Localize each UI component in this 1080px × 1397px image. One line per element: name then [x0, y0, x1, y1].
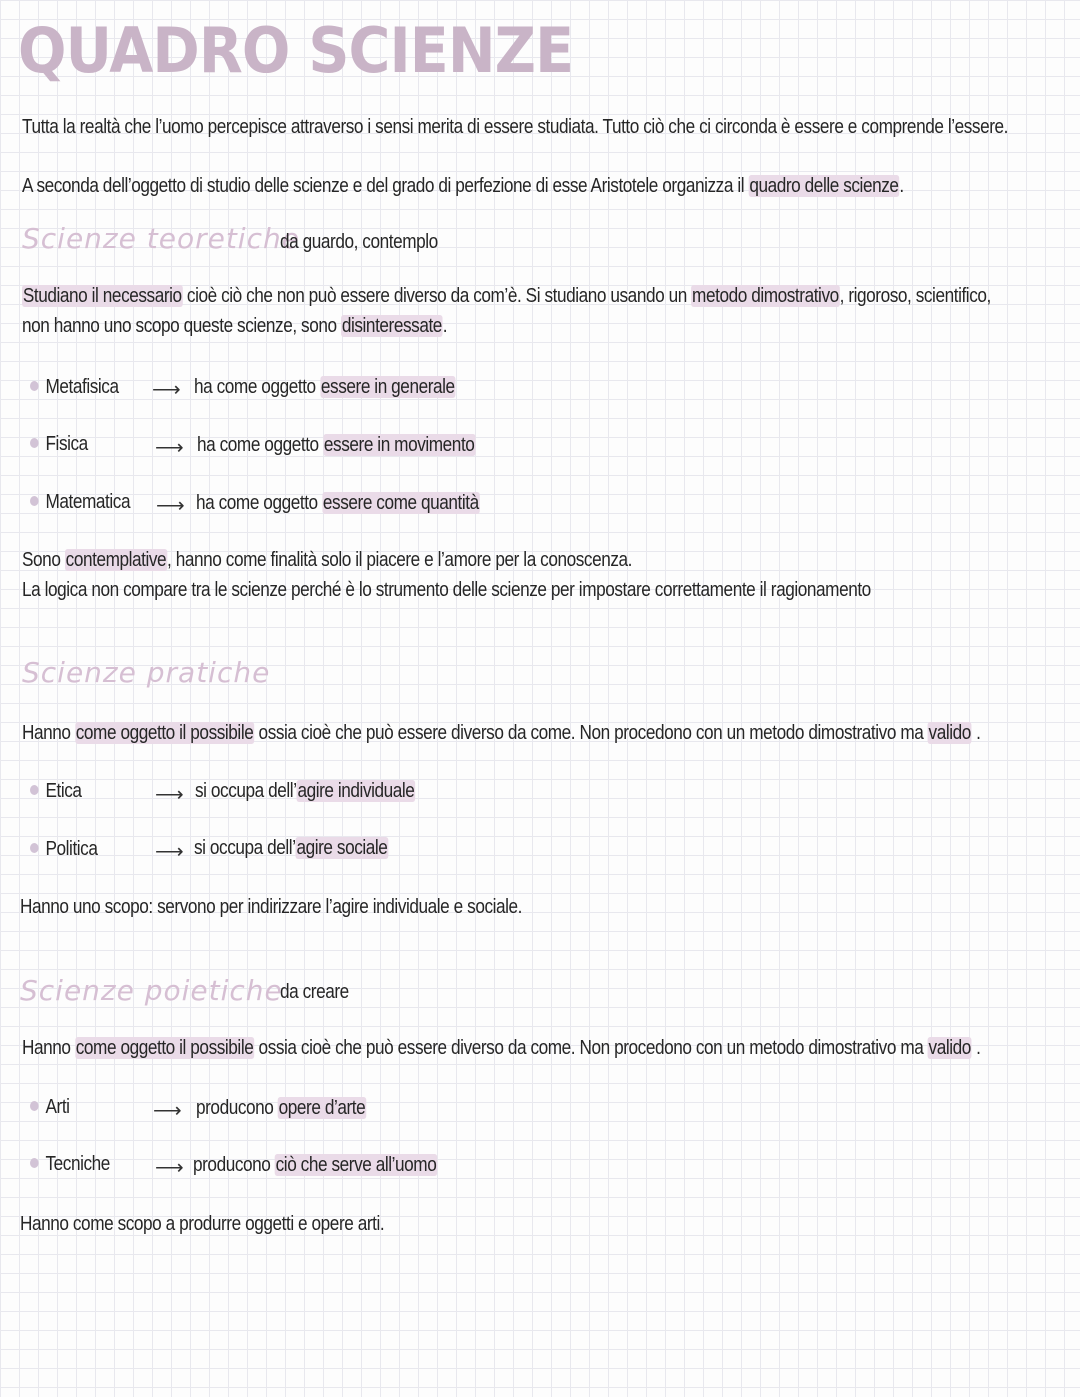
bullet-icon	[30, 381, 39, 391]
item-description	[194, 837, 388, 860]
list-item-fisica	[30, 433, 88, 456]
poietiche-description	[22, 1037, 980, 1060]
teoretiche-description-2	[22, 315, 447, 338]
item-name: Matematica	[45, 491, 131, 513]
teoretiche-conclusion-1	[22, 549, 632, 572]
arrow-icon: ⟶	[155, 1157, 184, 1179]
intro-text: A seconda dell’oggetto di studio delle scienze e del grado di perfezione di esse Aristotele organizza il	[22, 175, 749, 197]
arrow-icon: ⟶	[156, 495, 185, 517]
text: .	[971, 1037, 981, 1059]
highlight: essere come quantità	[322, 492, 479, 514]
pratiche-conclusion: Hanno uno scopo: servono per indirizzare l’agire individuale e sociale.	[20, 896, 523, 918]
arrow-icon: ⟶	[152, 379, 181, 401]
section-heading-pratiche: Scienze pratiche	[22, 656, 271, 689]
intro-paragraph-2	[22, 175, 904, 198]
text: cioè ciò che non può essere diverso da com’è. Si studiano usando un	[182, 285, 692, 307]
highlight: valido	[928, 722, 971, 744]
intro-paragraph-1: Tutta la realtà che l’uomo percepisce attraverso i sensi merita di essere studiata. Tutto ciò che ci circonda è essere e comprende l’essere.	[22, 116, 1009, 138]
section-heading-teoretiche: Scienze teoretiche	[22, 222, 300, 255]
item-name: Etica	[45, 780, 82, 802]
list-item-matematica	[30, 491, 130, 514]
bullet-icon	[30, 785, 39, 795]
highlight: come oggetto il possibile	[75, 722, 254, 744]
list-item-metafisica	[30, 376, 119, 399]
text: ossia cioè che può essere diverso da come. Non procedono con un metodo dimostrativo ma	[254, 1037, 928, 1059]
bullet-icon	[30, 438, 39, 448]
text: producono	[196, 1097, 278, 1119]
item-description	[193, 1154, 437, 1177]
list-item-etica	[30, 780, 82, 803]
item-description	[196, 492, 480, 515]
item-name: Tecniche	[45, 1153, 110, 1175]
highlight: agire individuale	[297, 780, 415, 802]
text: si occupa dell’	[195, 780, 297, 802]
text: non hanno uno scopo queste scienze, sono	[22, 315, 341, 337]
highlight: contemplative	[65, 549, 167, 571]
highlight: ciò che serve all’uomo	[275, 1154, 437, 1176]
text: ossia cioè che può essere diverso da come. Non procedono con un metodo dimostrativo ma	[254, 722, 928, 744]
text: Sono	[22, 549, 65, 571]
text: .	[971, 722, 981, 744]
page-title: QUADRO SCIENZE	[18, 14, 574, 87]
teoretiche-note: da guardo, contemplo	[280, 231, 438, 253]
text: , hanno come finalità solo il piacere e l’amore per la conoscenza.	[167, 549, 633, 571]
text: ha come oggetto	[197, 434, 324, 456]
highlight: essere in generale	[320, 376, 455, 398]
arrow-icon: ⟶	[155, 784, 184, 806]
item-description	[196, 1097, 366, 1120]
item-name: Politica	[45, 838, 98, 860]
bullet-icon	[30, 1101, 39, 1111]
item-name: Fisica	[45, 433, 88, 455]
arrow-icon: ⟶	[155, 841, 184, 863]
item-description	[197, 434, 475, 457]
highlight: valido	[928, 1037, 971, 1059]
item-name: Metafisica	[45, 376, 119, 398]
bullet-icon	[30, 496, 39, 506]
teoretiche-conclusion-2: La logica non compare tra le scienze perché è lo strumento delle scienze per impostare correttamente il ragionamento	[22, 579, 871, 601]
highlight: quadro delle scienze	[749, 175, 899, 197]
arrow-icon: ⟶	[155, 437, 184, 459]
poietiche-note: da creare	[280, 981, 349, 1003]
bullet-icon	[30, 1158, 39, 1168]
highlight: disinteressate	[341, 315, 442, 337]
text: Hanno	[22, 722, 75, 744]
section-heading-poietiche: Scienze poietiche	[20, 974, 283, 1007]
arrow-icon: ⟶	[153, 1100, 182, 1122]
text: producono	[193, 1154, 275, 1176]
intro-text-end: .	[899, 175, 904, 197]
highlight: Studiano il necessario	[22, 285, 182, 307]
list-item-arti	[30, 1096, 70, 1119]
highlight: agire sociale	[296, 837, 388, 859]
highlight: metodo dimostrativo	[692, 285, 839, 307]
text: .	[442, 315, 448, 337]
poietiche-conclusion: Hanno come scopo a produrre oggetti e opere arti.	[20, 1213, 385, 1235]
teoretiche-description-1	[22, 285, 991, 308]
list-item-tecniche	[30, 1153, 110, 1176]
text: Hanno	[22, 1037, 75, 1059]
text: , rigoroso, scientifico,	[839, 285, 991, 307]
bullet-icon	[30, 843, 39, 853]
highlight: essere in movimento	[323, 434, 475, 456]
text: ha come oggetto	[194, 376, 321, 398]
item-name: Arti	[45, 1096, 70, 1118]
text: si occupa dell’	[194, 837, 296, 859]
highlight: opere d’arte	[278, 1097, 366, 1119]
highlight: come oggetto il possibile	[75, 1037, 254, 1059]
pratiche-description	[22, 722, 980, 745]
item-description	[195, 780, 415, 803]
list-item-politica	[30, 838, 97, 861]
item-description	[194, 376, 456, 399]
text: ha come oggetto	[196, 492, 323, 514]
